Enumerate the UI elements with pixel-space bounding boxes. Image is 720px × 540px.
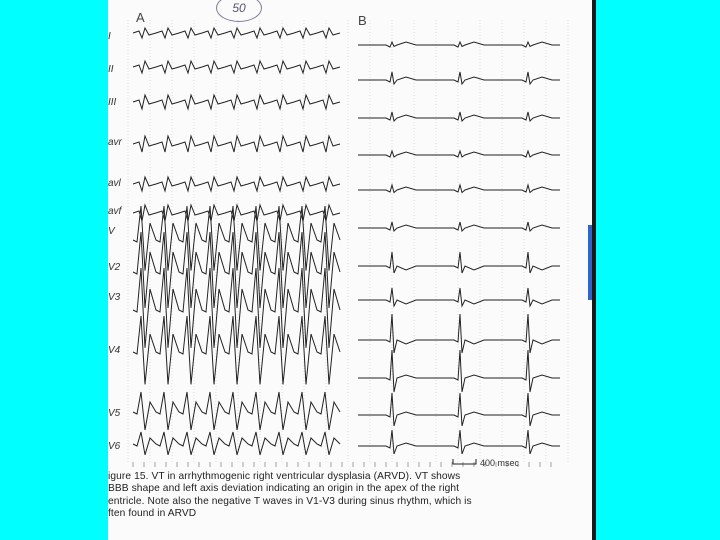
panel-a-letter: A — [136, 10, 145, 25]
vt-lead-trace — [133, 432, 340, 455]
lead-label-iii: III — [108, 97, 117, 108]
vt-lead-trace — [133, 177, 340, 191]
lead-label-ii: II — [108, 64, 114, 75]
sinus-lead-trace — [358, 42, 560, 47]
sinus-lead-trace — [358, 72, 560, 84]
scan-edge-strip — [592, 0, 596, 540]
sinus-lead-trace — [358, 288, 560, 306]
panel-b-letter: B — [358, 13, 367, 28]
ecg-tracings — [108, 0, 592, 540]
vt-lead-trace — [133, 28, 340, 38]
sinus-lead-trace — [358, 185, 560, 193]
sinus-lead-trace — [358, 112, 560, 121]
vt-lead-trace — [133, 95, 340, 109]
lead-label-i: I — [108, 31, 111, 42]
lead-label-v4: V4 — [108, 345, 121, 356]
sinus-lead-trace — [358, 222, 560, 231]
caption-line-3: entricle. Note also the negative T waves in V1-V3 during sinus rhythm, which is — [108, 495, 472, 507]
lead-label-v1: V — [108, 226, 115, 237]
caption-line-4: ften found in ARVD — [108, 508, 197, 520]
lead-label-v6: V6 — [108, 441, 121, 452]
vt-lead-trace — [133, 316, 340, 384]
sinus-lead-trace — [358, 393, 560, 426]
page-number-stamp: 50 — [216, 0, 262, 22]
caption-line-1: igure 15. VT in arrhythmogenic right ventricular dysplasia (ARVD). VT shows — [108, 471, 461, 482]
lead-label-v3: V3 — [108, 292, 121, 303]
sinus-lead-trace — [358, 151, 560, 157]
lead-label-avr: avr — [108, 137, 122, 148]
figure-caption — [108, 471, 578, 521]
lead-label-avl: avl — [108, 178, 121, 189]
ecg-figure-scan — [108, 0, 592, 540]
scale-bar-label: 400 msec — [480, 458, 520, 468]
scale-bar — [453, 459, 476, 464]
lead-label-avf: avf — [108, 206, 122, 217]
lead-label-v2: V2 — [108, 262, 121, 273]
sinus-lead-trace — [358, 314, 560, 353]
caption-line-2: BBB shape and left axis deviation indicating an origin in the apex of the right — [108, 483, 460, 495]
vt-lead-trace — [133, 392, 340, 430]
sinus-lead-trace — [358, 430, 560, 454]
sinus-lead-trace — [358, 252, 560, 273]
sinus-lead-trace — [358, 350, 560, 392]
vt-lead-trace — [133, 136, 340, 152]
vt-lead-trace — [133, 61, 340, 73]
lead-label-v5: V5 — [108, 408, 121, 419]
